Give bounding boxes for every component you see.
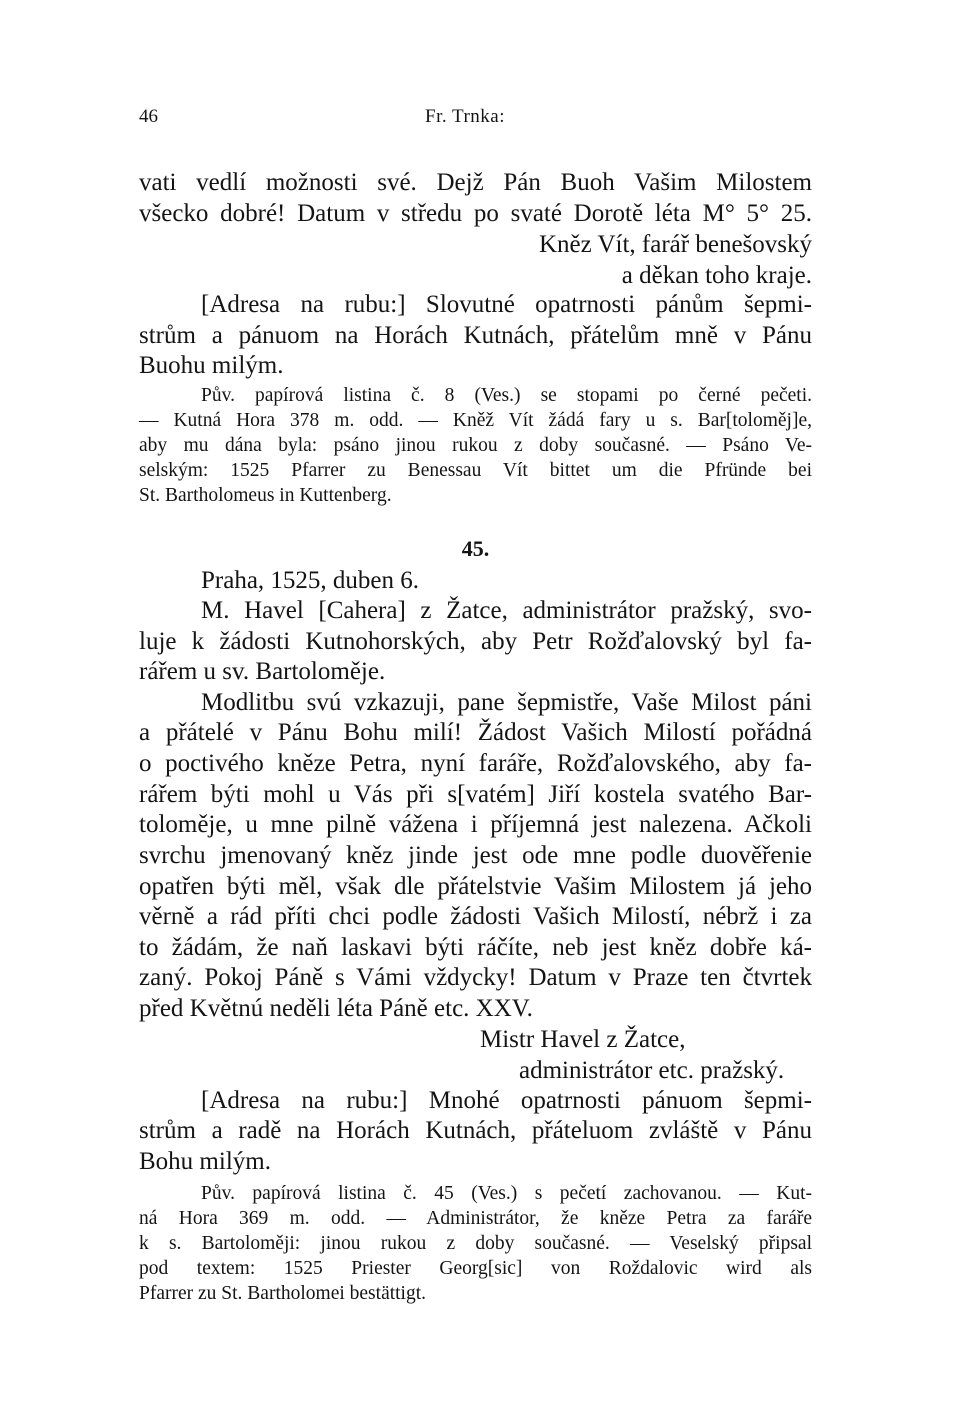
text-line: vati vedlí možnosti své. Dejž Pán Buoh Vašim Milostem bbox=[139, 169, 812, 196]
text-line: [Adresa na rubu:] Slovutné opatrnosti pánům šepmi- bbox=[201, 291, 812, 318]
running-title: Fr. Trnka: bbox=[425, 106, 505, 127]
text-line: pod textem: 1525 Priester Georg[sic] von Roždalovic wird als bbox=[139, 1258, 812, 1279]
text-line: St. Bartholomeus in Kuttenberg. bbox=[139, 485, 392, 506]
text-line: luje k žádosti Kutnohorských, aby Petr Rožďalovský byl fa- bbox=[139, 628, 812, 655]
text-line: k s. Bartoloměji: jinou rukou z doby současné. — Veselský připsal bbox=[139, 1233, 812, 1254]
text-line: strům a radě na Horách Kutnách, přáteluom zvláště v Pánu bbox=[139, 1117, 812, 1144]
text-line: selským: 1525 Pfarrer zu Benessau Vít bittet um die Pfründe bei bbox=[139, 460, 812, 481]
text-line: Modlitbu svú vzkazuji, pane šepmistře, Vaše Milost páni bbox=[201, 689, 812, 716]
text-line: M. Havel [Cahera] z Žatce, administrátor pražský, svo- bbox=[201, 597, 812, 624]
text-line: Pfarrer zu St. Bartholomei bestättigt. bbox=[139, 1283, 427, 1304]
text-line: Bohu milým. bbox=[139, 1148, 271, 1175]
text-line: svrchu jmenovaný kněz jinde jest ode mne podle duověřenie bbox=[139, 842, 812, 869]
text-line: Pův. papírová listina č. 45 (Ves.) s pečetí zachovanou. — Kut- bbox=[201, 1183, 812, 1204]
text-line: a děkan toho kraje. bbox=[621, 262, 812, 289]
text-line: [Adresa na rubu:] Mnohé opatrnosti pánuom šepmi- bbox=[201, 1087, 812, 1114]
text-line: věrně a rád příti chci podle žádosti Vašich Milostí, nébrž i za bbox=[139, 903, 812, 930]
text-line: před Květnú neděli léta Páně etc. XXV. bbox=[139, 995, 533, 1022]
text-line: zaný. Pokoj Páně s Vámi vždycky! Datum v Praze ten čtvrtek bbox=[139, 964, 812, 991]
text-line: to žádám, že naň laskavi býti ráčíte, neb jest kněz dobře ká- bbox=[139, 934, 812, 961]
page-number: 46 bbox=[139, 106, 158, 127]
text-line: rářem u sv. Bartoloměje. bbox=[139, 658, 386, 685]
text-line: rářem býti mohl u Vás při s[vatém] Jiří kostela svatého Bar- bbox=[139, 781, 812, 808]
text-line: strům a pánuom na Horách Kutnách, přátelům mně v Pánu bbox=[139, 322, 812, 349]
text-line: o poctivého kněze Petra, nyní faráře, Rožďalovského, aby fa- bbox=[139, 750, 812, 777]
text-line: administrátor etc. pražský. bbox=[519, 1057, 785, 1084]
text-line: a přátelé v Pánu Bohu milí! Žádost Vašich Milostí pořádná bbox=[139, 719, 812, 746]
text-line: Pův. papírová listina č. 8 (Ves.) se stopami po černé pečeti. bbox=[201, 385, 812, 406]
text-line: 45. bbox=[461, 536, 490, 561]
text-line: Kněz Vít, farář benešovský bbox=[538, 231, 812, 258]
text-line: Mistr Havel z Žatce, bbox=[480, 1026, 686, 1053]
text-line: opatřen býti měl, však dle přátelstvie Vašim Milostem já jeho bbox=[139, 873, 812, 900]
text-line: všecko dobré! Datum v středu po svaté Dorotě léta M° 5° 25. bbox=[139, 200, 812, 227]
text-line: toloměje, u mne pilně vážena i příjemná jest nalezena. Ačkoli bbox=[139, 811, 812, 838]
text-line: aby mu dána byla: psáno jinou rukou z doby současné. — Psáno Ve- bbox=[139, 435, 812, 456]
text-line: — Kutná Hora 378 m. odd. — Kněž Vít žádá fary u s. Bar[toloměj]e, bbox=[139, 410, 812, 431]
text-line: Praha, 1525, duben 6. bbox=[201, 567, 420, 594]
text-line: ná Hora 369 m. odd. — Administrátor, že kněze Petra za faráře bbox=[139, 1208, 812, 1229]
text-line: Buohu milým. bbox=[139, 352, 284, 379]
